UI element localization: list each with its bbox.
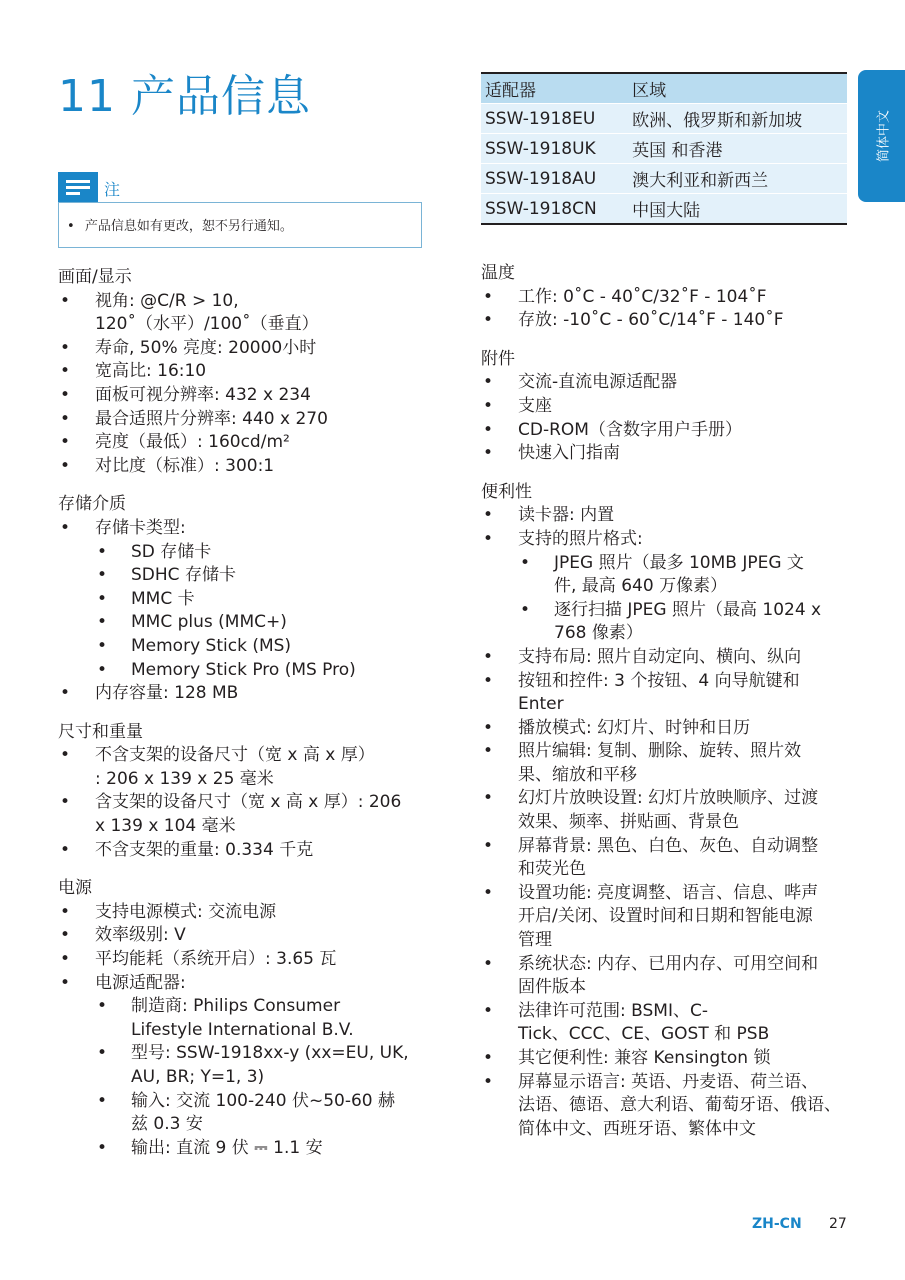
list-item — [481, 740, 851, 787]
list-item — [518, 599, 851, 646]
card-types-label: • 存储卡类型: — [95, 517, 186, 538]
efficiency-level: • 效率级别: V — [95, 925, 186, 946]
list-item-line: 768 像素） — [554, 623, 643, 644]
list-item-line: • 其它便利性: 兼容 Kensington 锁 — [518, 1048, 771, 1068]
list-item — [481, 882, 851, 953]
list-item-line: • 幻灯片放映设置: 幻灯片放映顺序、过渡 — [518, 788, 819, 809]
note-text: 产品信息如有更改，恕不另行通知。 — [84, 219, 293, 234]
list-item — [481, 419, 851, 443]
list-item — [481, 953, 851, 1000]
accessories-section — [481, 348, 851, 466]
note-bullet: • — [67, 219, 75, 234]
list-item-line: • 按钮和控件: 3 个按钮、4 向导航键和 — [518, 670, 800, 691]
list-item-line: 固件版本 — [518, 977, 586, 998]
storage-list — [58, 517, 428, 706]
table-header-row — [481, 73, 847, 104]
list-item — [481, 787, 851, 834]
list-item — [95, 611, 428, 635]
table-cell: 澳大利亚和新西兰 — [628, 164, 847, 194]
list-item-line: • 输出: 直流 9 伏 ⎓ 1.1 安 — [131, 1137, 323, 1158]
list-item-line: • SD 存储卡 — [131, 541, 212, 562]
list-item — [58, 791, 428, 838]
list-item-line: • 型号: SSW-1918xx-y (xx=EU, UK, — [131, 1043, 409, 1064]
table-cell: SSW-1918UK — [481, 134, 628, 164]
list-item-line: • JPEG 照片（最多 10MB JPEG 文 — [554, 552, 804, 573]
convenience-list — [481, 646, 851, 1141]
list-item-line: • 含支架的设备尺寸（宽 x 高 x 厚）: 206 — [95, 792, 402, 813]
list-item — [95, 1090, 428, 1137]
list-item — [95, 564, 428, 588]
list-item-line: • 法律许可范围: BSMI、C- — [518, 1000, 708, 1021]
list-item-line: AU, BR; Y=1, 3) — [131, 1067, 265, 1087]
list-item — [481, 646, 851, 670]
average-power: • 平均能耗（系统开启）: 3.65 瓦 — [95, 949, 337, 970]
list-item — [58, 972, 428, 1161]
note-header — [58, 172, 428, 202]
list-item-line: x 139 x 104 毫米 — [95, 816, 236, 837]
list-item-line: • MMC plus (MMC+) — [131, 612, 287, 633]
adapter-table — [481, 72, 847, 225]
display-list — [58, 290, 428, 479]
temperature-section — [481, 262, 851, 333]
list-item-line: • 逐行扫描 JPEG 照片（最高 1024 x — [554, 599, 822, 620]
list-item-line: Lifestyle International B.V. — [131, 1019, 354, 1040]
list-item — [58, 337, 428, 361]
list-item-line: 件, 最高 640 万像素） — [554, 576, 728, 597]
list-item — [58, 839, 428, 863]
table-cell: SSW-1918EU — [481, 104, 628, 134]
storage-title: 存储介质 — [58, 494, 126, 515]
list-item — [95, 995, 428, 1042]
list-item — [481, 717, 851, 741]
list-item — [481, 1047, 851, 1071]
list-item — [481, 395, 851, 419]
adapter-label: • 电源适配器: — [95, 972, 186, 993]
list-item — [58, 455, 428, 479]
list-item-line: 和荧光色 — [518, 859, 586, 880]
list-item-line: • 支持布局: 照片自动定向、横向、纵向 — [518, 646, 802, 667]
list-item-line: • 寿命, 50% 亮度: 20000小时 — [95, 337, 317, 358]
power-list — [58, 901, 428, 1161]
list-item — [481, 1000, 851, 1047]
list-item-line: • 亮度（最低）: 160cd/m² — [95, 432, 290, 453]
photo-formats-label: • 支持的照片格式: — [518, 528, 643, 549]
card-reader: • 读卡器: 内置 — [518, 505, 615, 526]
list-item-line: • 不含支架的设备尺寸（宽 x 高 x 厚） — [95, 745, 375, 766]
list-item — [481, 286, 851, 310]
list-item — [58, 408, 428, 432]
memory-capacity: • 内存容量: 128 MB — [95, 683, 239, 704]
dimensions-title: 尺寸和重量 — [58, 721, 143, 742]
list-item — [58, 517, 428, 682]
list-item-line: • 屏幕显示语言: 英语、丹麦语、荷兰语、 — [518, 1071, 819, 1092]
list-item-line: • 交流-直流电源适配器 — [518, 372, 678, 393]
list-item-line: • 屏幕背景: 黑色、白色、灰色、自动调整 — [518, 835, 819, 856]
list-item-line: • Memory Stick Pro (MS Pro) — [131, 659, 356, 680]
list-item — [481, 1071, 851, 1142]
storage-section — [58, 493, 428, 705]
table-header-cell: 区域 — [628, 73, 847, 104]
list-item-line: • 照片编辑: 复制、删除、旋转、照片效 — [518, 741, 802, 762]
list-item — [58, 924, 428, 948]
list-item-line: • 输入: 交流 100-240 伏~50-60 赫 — [131, 1090, 396, 1111]
list-item-line: • 存放: -10˚C - 60˚C/14˚F - 140˚F — [518, 310, 784, 331]
convenience-section — [481, 481, 851, 1142]
page-number: 27 — [829, 1216, 847, 1232]
adapter-list — [95, 995, 428, 1160]
table-row — [481, 104, 847, 134]
list-item-line: 120˚（水平）/100˚（垂直） — [95, 314, 319, 335]
list-item — [95, 1137, 428, 1161]
note-title: 注 — [104, 180, 121, 199]
table-cell: 欧洲、俄罗斯和新加坡 — [628, 104, 847, 134]
list-item-line: • SDHC 存储卡 — [131, 565, 236, 586]
power-mode: • 支持电源模式: 交流电源 — [95, 901, 277, 922]
list-item — [481, 670, 851, 717]
list-item-line: • 支座 — [518, 395, 552, 416]
list-item-line: 管理 — [518, 930, 552, 951]
list-item-line: • 工作: 0˚C - 40˚C/32˚F - 104˚F — [518, 286, 767, 307]
list-item-line: • Memory Stick (MS) — [131, 635, 292, 656]
note-icon — [58, 172, 98, 202]
card-list — [95, 541, 428, 683]
left-column — [58, 266, 428, 1175]
list-item-line: : 206 x 139 x 25 毫米 — [95, 768, 274, 789]
list-item — [481, 528, 851, 646]
table-header-cell: 适配器 — [481, 73, 628, 104]
list-item-line: • 视角: @C/R > 10, — [95, 290, 239, 311]
list-item-line: 简体中文、西班牙语、繁体中文 — [518, 1118, 756, 1139]
table-cell: 中国大陆 — [628, 194, 847, 225]
list-item — [481, 835, 851, 882]
display-title: 画面/显示 — [58, 267, 132, 287]
power-section — [58, 877, 428, 1160]
list-item-line: • CD-ROM（含数字用户手册） — [518, 419, 742, 440]
list-item-line: • MMC 卡 — [131, 588, 195, 609]
list-item-line: • 快速入门指南 — [518, 443, 620, 464]
list-item-line: • 对比度（标准）: 300:1 — [95, 455, 275, 476]
accessories-title: 附件 — [481, 348, 515, 369]
list-item-line: 兹 0.3 安 — [131, 1114, 203, 1135]
list-item — [58, 948, 428, 972]
photo-formats-list — [518, 552, 851, 646]
list-item — [58, 744, 428, 791]
table-row — [481, 194, 847, 225]
table-row — [481, 164, 847, 194]
list-item-line: 法语、德语、意大利语、葡萄牙语、俄语、 — [518, 1095, 841, 1116]
list-item-line: • 播放模式: 幻灯片、时钟和日历 — [518, 717, 751, 738]
list-item — [58, 290, 428, 337]
convenience-title: 便利性 — [481, 481, 532, 502]
list-item — [58, 682, 428, 706]
dimensions-section — [58, 721, 428, 863]
list-item-line: 效果、频率、拼贴画、背景色 — [518, 812, 739, 833]
list-item-line: • 设置功能: 亮度调整、语言、信息、哔声 — [518, 882, 819, 903]
table-row — [481, 134, 847, 164]
list-item-line: • 制造商: Philips Consumer — [131, 996, 341, 1017]
language-side-tab-label: 简体中文 — [876, 109, 891, 163]
list-item-line: 开启/关闭、设置时间和日期和智能电源 — [518, 906, 813, 927]
table-cell: 英国 和香港 — [628, 134, 847, 164]
table-cell: SSW-1918AU — [481, 164, 628, 194]
display-section — [58, 266, 428, 478]
page-title: 11 产品信息 — [58, 71, 311, 122]
list-item — [95, 588, 428, 612]
list-item — [95, 541, 428, 565]
list-item-line: • 系统状态: 内存、已用内存、可用空间和 — [518, 953, 819, 974]
language-side-tab — [858, 70, 905, 202]
list-item — [58, 901, 428, 925]
list-item-line: Tick、CCC、CE、GOST 和 PSB — [518, 1024, 770, 1045]
list-item — [95, 635, 428, 659]
footer-language: ZH-CN — [752, 1216, 802, 1232]
right-column — [481, 262, 851, 1156]
list-item — [481, 442, 851, 466]
list-item — [481, 504, 851, 528]
list-item — [58, 384, 428, 408]
list-item — [481, 371, 851, 395]
list-item — [95, 659, 428, 683]
dimensions-list — [58, 744, 428, 862]
accessories-list — [481, 371, 851, 465]
list-item-line: • 不含支架的重量: 0.334 千克 — [95, 839, 314, 860]
list-item-line: • 宽高比: 16:10 — [95, 361, 207, 382]
list-item — [481, 309, 851, 333]
list-item-line: • 面板可视分辨率: 432 x 234 — [95, 384, 311, 405]
note-box — [58, 202, 422, 248]
list-item — [95, 1042, 428, 1089]
table-cell: SSW-1918CN — [481, 194, 628, 225]
convenience-list-head — [481, 504, 851, 646]
list-item-line: • 最合适照片分辨率: 440 x 270 — [95, 408, 328, 429]
temperature-list — [481, 286, 851, 333]
list-item — [58, 431, 428, 455]
list-item — [58, 360, 428, 384]
power-title: 电源 — [58, 878, 92, 899]
list-item-line: 果、缩放和平移 — [518, 764, 637, 785]
list-item — [518, 552, 851, 599]
temperature-title: 温度 — [481, 263, 515, 283]
list-item-line: Enter — [518, 694, 564, 715]
